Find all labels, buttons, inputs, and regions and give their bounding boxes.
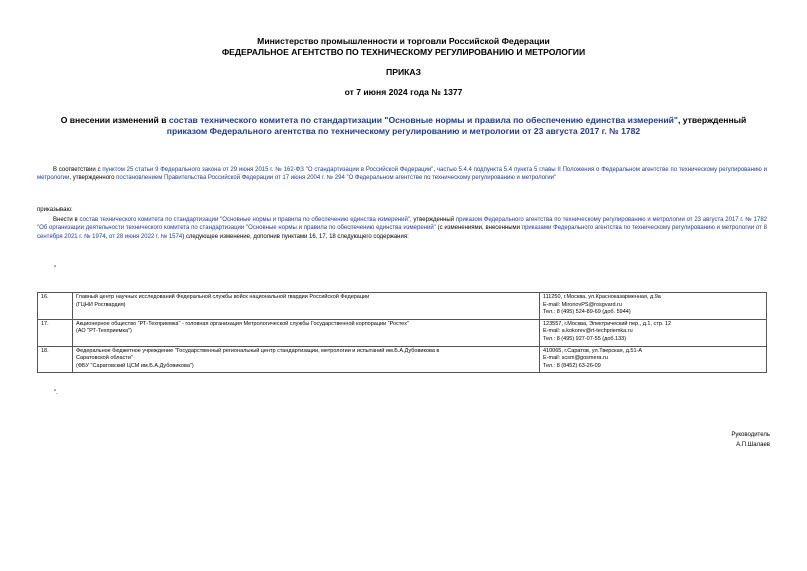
row-number: 16. [38, 293, 73, 320]
title-link-order[interactable]: приказом Федерального агентства по техническому регулированию и метрологии от 23 августа 2017 г. № 1782 [166, 126, 641, 136]
document-type: ПРИКАЗ [386, 67, 421, 77]
body-link-committee[interactable]: состав технического комитета по стандартизации "Основные нормы и правила по обеспечению единства измерений" [79, 217, 410, 223]
organization-line: Саратовской области" [76, 355, 133, 362]
intro-link-regulation[interactable]: частью 5.4.4 подпункта 5.4 пункта 5 главы II Положения о Федеральном агентстве по техническому регулированию и метрологии [37, 167, 767, 182]
organization-cell [73, 346, 540, 373]
organization-line: (АО "РТ-Техприемка") [76, 328, 132, 335]
intro-link-law[interactable]: пунктом 25 статьи 9 Федерального закона от 29 июня 2015 г. № 162-ФЗ "О стандартизации в Российской Федерации" [102, 167, 434, 173]
organization-line: (ГЦНИ Росгвардия) [76, 301, 126, 308]
organization-cell [73, 293, 540, 320]
address-line: Тел.: 8 (495) 927-07-55 (доб.133) [543, 335, 627, 342]
address-line: Тел.: 8 (8452) 63-26-09 [543, 362, 601, 369]
row-number: 17. [38, 319, 73, 346]
quote-close: ". [54, 390, 58, 396]
organization-line: Федеральное бюджетное учреждение "Государственный региональный центр стандартизации, метрологии и испытаний им.Б.А.Дубовикова в [76, 347, 440, 354]
address-line: E-mail: scsm@gosmera.ru [543, 355, 608, 362]
address-cell [540, 293, 767, 320]
table-row [38, 346, 767, 373]
organization-line: Главный центр научных исследований Федеральной службы войск национальной гвардии Российской Федерации [76, 294, 370, 300]
address-line: 410065, г.Саратов, ул.Тверская, д.51-А [543, 347, 643, 354]
address-cell [540, 346, 767, 373]
body-link-order-2021[interactable]: приказами Федерального агентства по техническому регулированию и метрологии от 8 сентября 2021 г. № 1974 [37, 225, 767, 240]
body-paragraph: Внести в состав технического комитета по стандартизации "Основные нормы и правила по обеспечению единства измерений", утвержденный приказом Федерального агентства по техническому регулированию и метрологии от 23 августа 2017 г. № 1782 "Об организации деятельности технического комитета по стандартизации "Основные нормы и правила по обеспечению единства измерений" (с изменениями, внесенными приказами Федерального агентства по техническому регулированию и метрологии от 8 сентября 2021 г. № 1974, от 28 июня 2022 г. № 1574) следующее изменение, дополнив пунктами 16, 17, 18 следующего содержания: [37, 217, 767, 240]
address-line: E-mail: a.kokorev@rt-techpriemka.ru [543, 328, 633, 335]
document-date-number: от 7 июня 2024 года № 1377 [344, 87, 463, 97]
agency-name: ФЕДЕРАЛЬНОЕ АГЕНТСТВО ПО ТЕХНИЧЕСКОМУ РЕГУЛИРОВАНИЮ И МЕТРОЛОГИИ [221, 47, 586, 57]
address-line: E-mail: MironovPS@rosgvard.ru [543, 301, 622, 308]
quote-open: " [54, 266, 57, 272]
body-link-order[interactable]: приказом Федерального агентства по техническому регулированию и метрологии от 23 августа 2017 г. № 1782 "Об организации деятельности технического комитета по стандартизации "Основные нормы и правила по обеспечению единства измерений" [37, 217, 767, 232]
table-row [38, 293, 767, 320]
table-row [38, 319, 767, 346]
signature-name: А.П.Шалаев [736, 442, 770, 448]
address-cell [540, 319, 767, 346]
signature-position: Руководитель [731, 432, 770, 438]
intro-link-decree[interactable]: постановлением Правительства Российской Федерации от 17 июня 2004 г. № 294 "О Федеральном агентстве по техническому регулированию и метрологии" [116, 175, 557, 182]
organization-line: Акционерное общество "РТ-Техприемка" - головная организация Метрологической службы Государственной корпорации "Ростех" [76, 320, 409, 327]
address-line: 123557, г.Москва, Электрический пер., д.1, стр. 12 [543, 320, 672, 327]
organization-line: (ФБУ "Саратовский ЦСМ им.Б.А.Дубовикова") [76, 362, 194, 369]
organization-cell [73, 319, 540, 346]
address-line: 111250, г.Москва, ул.Красноказарменная, д.9а [543, 294, 661, 300]
document-title: О внесении изменений в состав технического комитета по стандартизации "Основные нормы и правила по обеспечению единства измерений", утвержденный приказом Федерального агентства по техническому регулированию и метрологии от 23 августа 2017 г. № 1782 [60, 115, 747, 136]
address-line: Тел.: 8 (495) 524-89-69 (доб. 5944) [543, 309, 631, 316]
title-link-committee[interactable]: состав технического комитета по стандартизации "Основные нормы и правила по обеспечению единства измерений" [168, 115, 678, 125]
committee-members-table [37, 292, 767, 373]
body-link-order-2022[interactable]: от 28 июня 2022 г. № 1574 [108, 233, 183, 240]
intro-paragraph: В соответствии с пунктом 25 статьи 9 Федерального закона от 29 июня 2015 г. № 162-ФЗ "О стандартизации в Российской Федерации", частью 5.4.4 подпункта 5.4 пункта 5 главы II Положения о Федеральном агентстве по техническому регулированию и метрологии, утвержденного постановлением Правительства Российской Федерации от 17 июня 2004 г. № 294 "О Федеральном агентстве по техническому регулированию и метрологии" [37, 167, 767, 182]
ministry-name: Министерство промышленности и торговли Российской Федерации [257, 36, 550, 46]
order-word: приказываю: [37, 207, 73, 213]
row-number: 18. [38, 346, 73, 373]
